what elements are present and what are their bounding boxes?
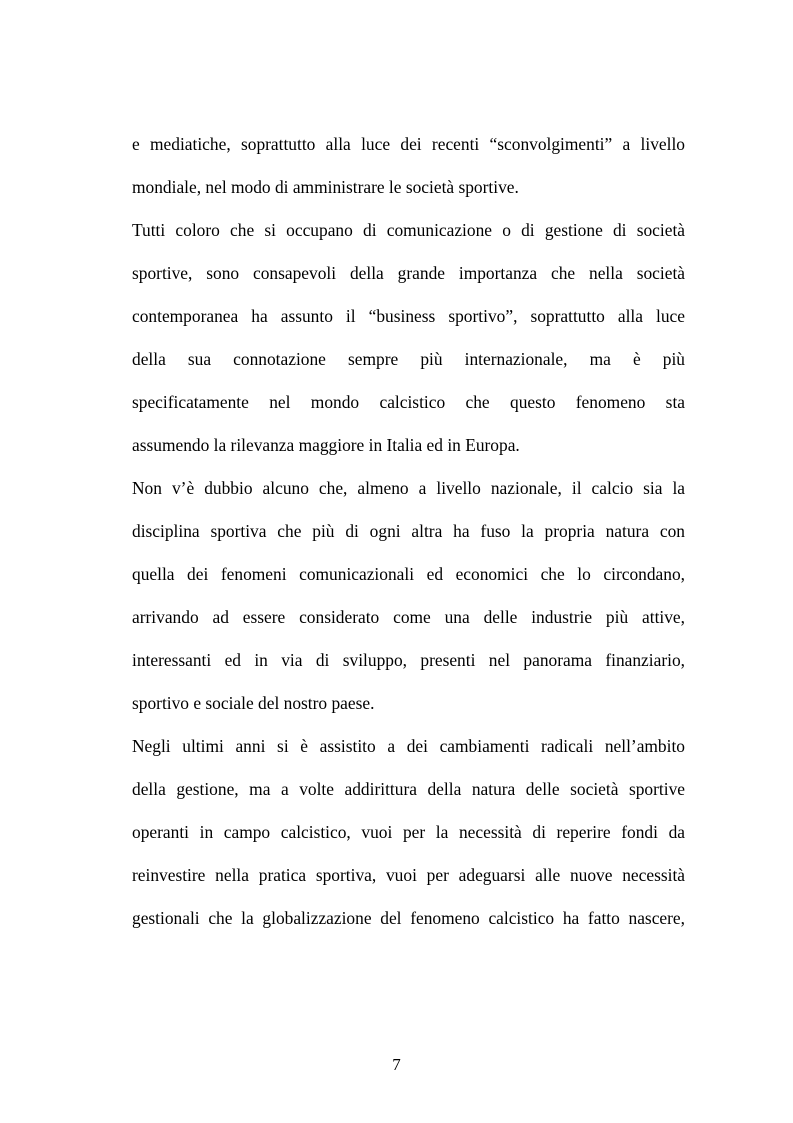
text-line: gestionali che la globalizzazione del fenomeno calcistico ha fatto nascere, [132, 908, 685, 928]
text-line: della sua connotazione sempre più internazionale, ma è più [132, 349, 685, 369]
text-line: quella dei fenomeni comunicazionali ed economici che lo circondano, [132, 564, 685, 584]
text-line: specificatamente nel mondo calcistico che questo fenomeno sta [132, 392, 685, 412]
text-line: disciplina sportiva che più di ogni altra ha fuso la propria natura con [132, 521, 685, 541]
text-line: reinvestire nella pratica sportiva, vuoi per adeguarsi alle nuove necessità [132, 865, 685, 885]
body-text [132, 126, 685, 943]
text-line: assumendo la rilevanza maggiore in Italia ed in Europa. [132, 435, 520, 455]
text-line: della gestione, ma a volte addirittura della natura delle società sportive [132, 779, 685, 799]
text-line: Tutti coloro che si occupano di comunicazione o di gestione di società [132, 220, 685, 240]
text-line: Non v’è dubbio alcuno che, almeno a livello nazionale, il calcio sia la [132, 478, 685, 498]
text-line: sportivo e sociale del nostro paese. [132, 693, 375, 713]
text-line: sportive, sono consapevoli della grande importanza che nella società [132, 263, 685, 283]
text-line: contemporanea ha assunto il “business sportivo”, soprattutto alla luce [132, 306, 685, 326]
page-number: 7 [392, 1055, 401, 1074]
text-line: Negli ultimi anni si è assistito a dei cambiamenti radicali nell’ambito [132, 736, 685, 756]
text-line: mondiale, nel modo di amministrare le società sportive. [132, 177, 519, 197]
text-line: operanti in campo calcistico, vuoi per la necessità di reperire fondi da [132, 822, 685, 842]
text-line: interessanti ed in via di sviluppo, presenti nel panorama finanziario, [132, 650, 685, 670]
text-line: e mediatiche, soprattutto alla luce dei recenti “sconvolgimenti” a livello [132, 134, 685, 154]
text-line: arrivando ad essere considerato come una delle industrie più attive, [132, 607, 685, 627]
